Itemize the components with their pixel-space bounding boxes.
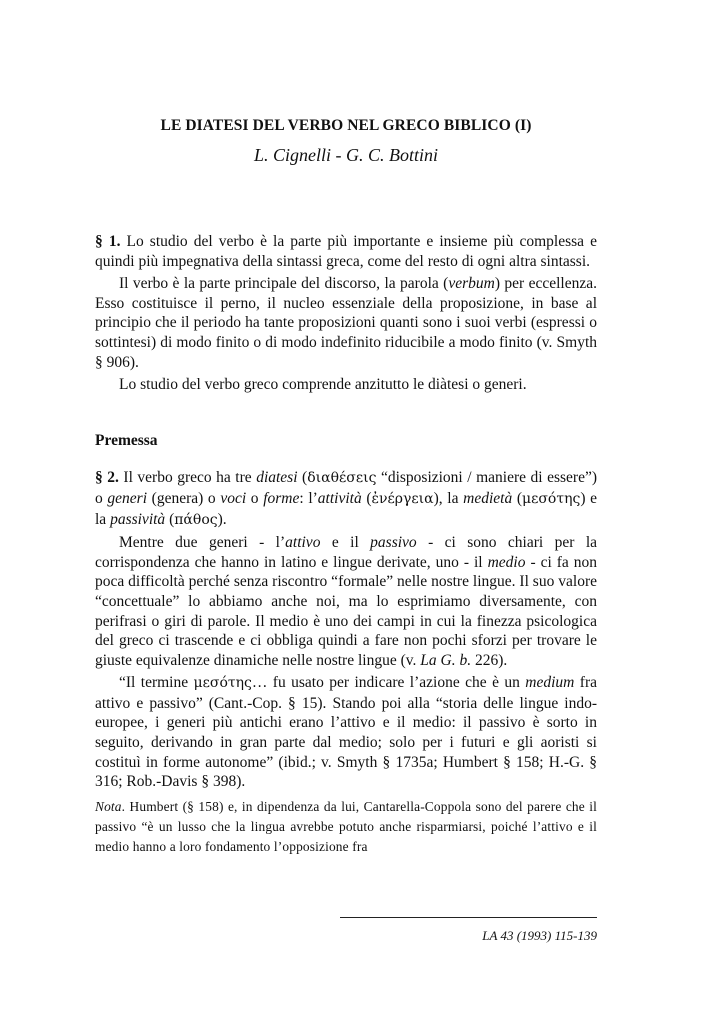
section-1-paragraph-1 — [95, 232, 597, 271]
text-span: Il verbo è la parte principale del discorso, la parola ( — [119, 275, 449, 293]
text-span: o — [246, 489, 264, 507]
term-forme: forme — [263, 489, 300, 507]
text-span: : l’ — [299, 489, 318, 507]
term-diatesi: diatesi — [256, 469, 298, 487]
text-span: Il verbo greco ha tre — [118, 469, 257, 487]
text-span: ( — [297, 469, 308, 487]
text-span: “Il termine — [119, 674, 194, 692]
text-span: ) e la — [95, 489, 598, 528]
section-2-paragraph-1 — [95, 468, 597, 530]
text-span: - ci fa non poca difficoltà perché senza riscontro “formale” nelle nostre lingue. Il suo valore “concettuale” lo abbiamo anche noi, ma lo esprimiamo diversamente, con perifrasi o giri di parole. Il medio è uno dei campi in cui la finezza psicologica del greco ci trascende e ci obbliga quindi a fare non pochi sforzi per trovare le giuste equivalenze dinamiche nelle nostre lingue (v. — [95, 553, 598, 669]
text-span: e il — [320, 534, 371, 552]
text-span: ). — [217, 510, 227, 528]
term-attivo: attivo — [285, 534, 321, 552]
footnote-text: . Humbert (§ 158) e, in dipendenza da lui, Cantarella-Coppola sono del parere che il passivo “è un lusso che la lingua avrebbe potuto anche risparmiarsi, poiché l’attivo e il medio hanno a loro fondamento l’opposizione fra — [95, 798, 597, 854]
section-1-paragraph-3: Lo studio del verbo greco comprende anzitutto le diàtesi o generi. — [119, 376, 527, 394]
text-span: fra attivo e passivo” (Cant.-Cop. § 15). Stando poi alla “storia delle lingue indo-europee, i generi più antichi erano l’attivo e il medio: il passivo è sorto in seguito, derivando in gran parte dal medio; solo per i futuri e gli aoristi si costituì in forme autonome” (ibid.; v. Smyth § 1735a; Humbert § 158; H.-G. § 316; Rob.-Davis § 398). — [95, 674, 597, 791]
greek-energeia: ἐνέργεια — [371, 490, 434, 507]
text-span: ( — [361, 489, 372, 507]
text-span: ( — [165, 510, 175, 528]
text-span: ) per eccellenza. Esso costituisce il perno, il nucleo essenziale della proposizione, in base al principio che il periodo ha tante proposizioni quanti sono i suoi verbi (espressi o sottintesi) di modo finito o di modo indefinito riducibile a modo finito (v. Smyth § 906). — [95, 275, 597, 371]
term-medium: medium — [525, 674, 575, 692]
heading-premessa: Premessa — [95, 431, 158, 449]
greek-pathos: πάθος — [174, 511, 218, 528]
footer-divider — [340, 917, 597, 918]
term-medieta: medietà — [463, 489, 513, 507]
citation-la-g-b: La G. b. — [420, 651, 472, 669]
term-verbum: verbum — [448, 275, 495, 293]
text-span: ( — [512, 489, 523, 507]
term-passivo: passivo — [370, 534, 417, 552]
term-voci: voci — [220, 489, 247, 507]
section-1-number: § 1. — [95, 233, 121, 250]
text-span: ), la — [433, 489, 464, 507]
section-1-paragraph-2 — [95, 274, 597, 372]
term-attivita: attività — [317, 489, 362, 507]
section-1-text: Lo studio del verbo è la parte più importante e insieme più complessa e quindi più impegnativa della sintassi greca, come del resto di ogni altra sintassi. — [95, 233, 597, 270]
article-body — [95, 232, 597, 857]
term-medio: medio — [487, 553, 526, 571]
text-span: - ci sono chiari per la corrispondenza che hanno in latino e lingue derivate, uno - il — [95, 534, 598, 571]
text-span: … fu usato per indicare l’azione che è un — [251, 674, 526, 692]
journal-citation: LA 43 (1993) 115-139 — [482, 928, 597, 943]
text-span: “disposizioni / maniere di essere”) o — [95, 469, 597, 507]
greek-mesotes: μεσότης — [522, 490, 581, 507]
section-2-paragraph-2 — [95, 533, 597, 670]
text-span: 226). — [471, 651, 508, 669]
term-generi: generi — [107, 489, 148, 507]
section-2-number: § 2. — [95, 469, 119, 487]
section-2-paragraph-3 — [95, 673, 597, 792]
article-authors: L. Cignelli - G. C. Bottini — [253, 145, 438, 165]
greek-diatheseis: διαθέσεις — [307, 470, 377, 487]
footnote — [95, 797, 597, 857]
text-span: Mentre due generi - l’ — [119, 534, 286, 552]
greek-mesotes: μεσότης — [193, 675, 252, 692]
text-span: (genera) o — [147, 489, 221, 507]
footnote-label: Nota — [95, 798, 122, 814]
article-title: LE DIATESI DEL VERBO NEL GRECO BIBLICO (I) — [160, 117, 532, 134]
term-passivita: passività — [110, 510, 166, 528]
